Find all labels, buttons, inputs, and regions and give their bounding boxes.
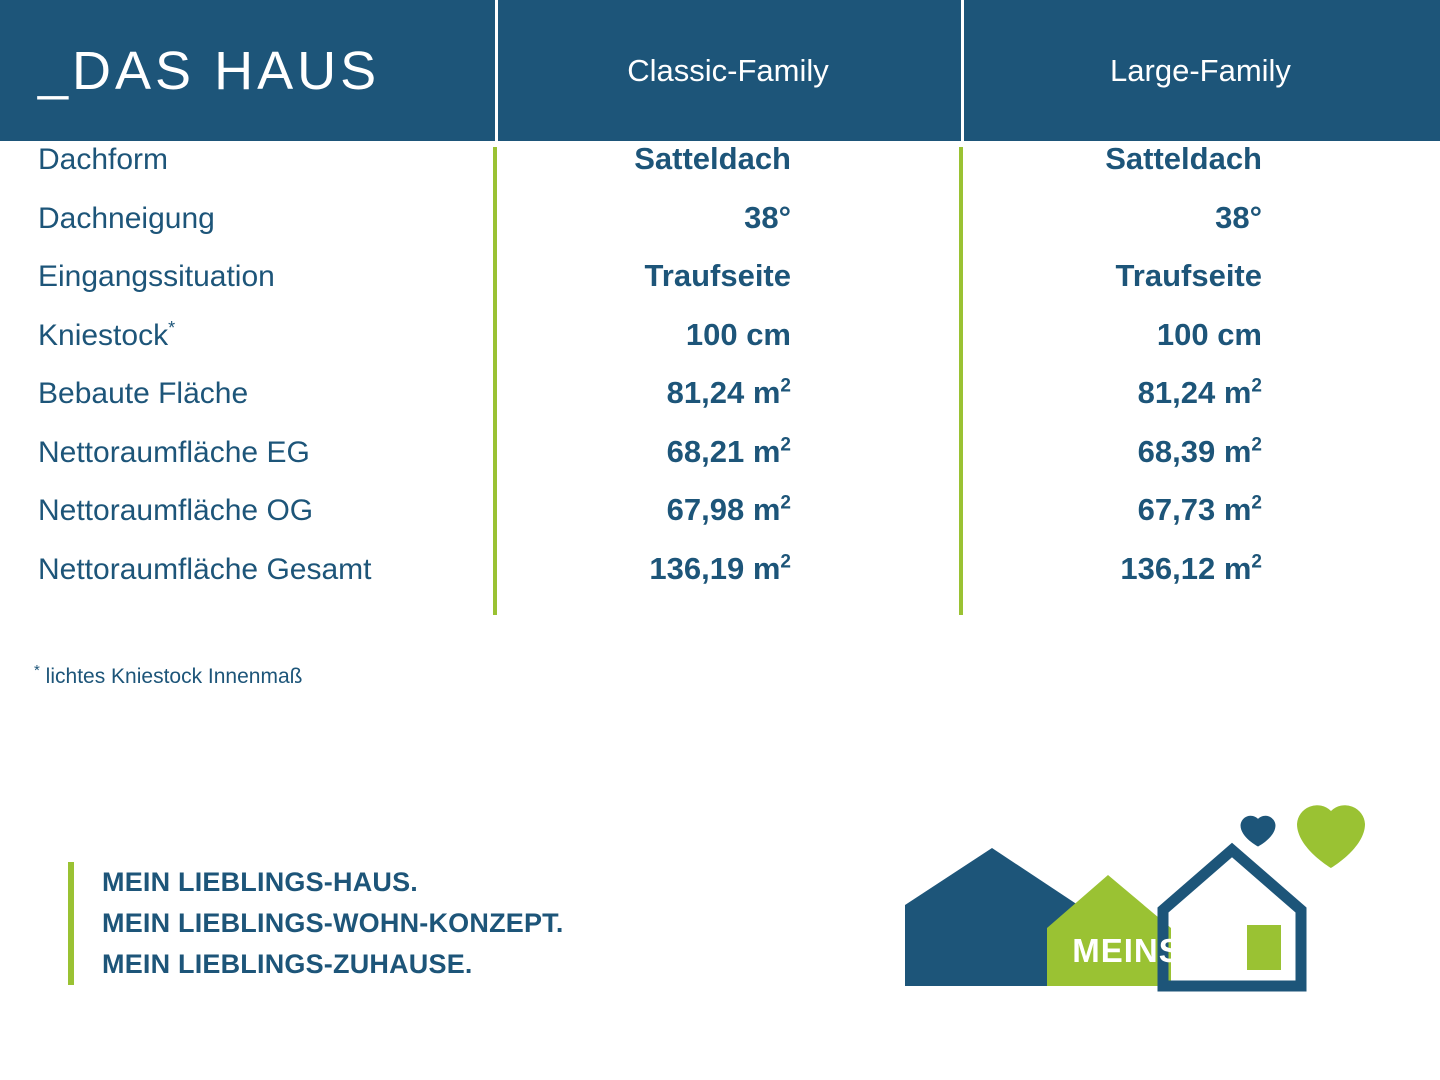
spec-table bbox=[0, 141, 1440, 609]
row-label bbox=[0, 376, 495, 411]
footnote bbox=[34, 662, 302, 689]
logo-wordmark: MEINS bbox=[1072, 932, 1182, 969]
row-value-large bbox=[961, 141, 1440, 177]
row-value-large bbox=[961, 200, 1440, 236]
row-label-sup: * bbox=[168, 317, 176, 338]
row-value-large bbox=[961, 317, 1440, 353]
claim-line-2: MEIN LIEBLINGS-WOHN-KONZEPT. bbox=[102, 908, 564, 938]
table-row bbox=[0, 200, 1440, 259]
row-value-classic bbox=[495, 434, 961, 470]
header-divider-1 bbox=[495, 0, 498, 141]
row-label-text: Nettoraumfläche OG bbox=[38, 494, 314, 527]
row-label-text: Nettoraumfläche Gesamt bbox=[38, 552, 372, 586]
table-row bbox=[0, 317, 1440, 376]
row-value-large bbox=[961, 375, 1440, 411]
row-value-classic-sup: 2 bbox=[780, 551, 791, 573]
row-value-large-sup: 2 bbox=[1251, 492, 1262, 514]
row-label-text: Dachneigung bbox=[38, 201, 215, 235]
row-value-classic bbox=[495, 141, 961, 177]
row-value-large-text: 38° bbox=[1215, 199, 1262, 235]
row-value-classic bbox=[495, 200, 961, 236]
logo-graphic bbox=[895, 800, 1375, 1000]
row-value-large-text: 67,73 m bbox=[1137, 492, 1252, 527]
table-row bbox=[0, 141, 1440, 200]
column-rule-2 bbox=[959, 147, 963, 615]
footnote-text: lichtes Kniestock Innenmaß bbox=[39, 665, 303, 688]
row-value-classic bbox=[495, 317, 961, 353]
row-label bbox=[0, 318, 495, 353]
row-label bbox=[0, 201, 495, 236]
row-value-classic bbox=[495, 375, 961, 411]
row-value-classic bbox=[495, 492, 961, 528]
claim-block bbox=[68, 862, 564, 985]
table-row bbox=[0, 434, 1440, 493]
row-value-classic-text: Satteldach bbox=[634, 141, 791, 176]
heart-green-icon bbox=[1297, 805, 1365, 868]
row-value-classic-sup: 2 bbox=[780, 492, 791, 514]
row-value-large-text: 100 cm bbox=[1156, 316, 1262, 352]
row-value-large-sup: 2 bbox=[1251, 434, 1262, 456]
column-header-large-family: Large-Family bbox=[1110, 52, 1291, 88]
row-value-classic-text: 38° bbox=[744, 199, 791, 235]
table-row bbox=[0, 492, 1440, 551]
claim-line-1: MEIN LIEBLINGS-HAUS. bbox=[102, 867, 419, 897]
row-value-large-text: 136,12 m bbox=[1120, 550, 1252, 586]
row-value-classic-text: 100 cm bbox=[685, 316, 791, 352]
column-header-classic-family: Classic-Family bbox=[627, 52, 829, 88]
meins-logo bbox=[895, 800, 1375, 1000]
footnote-marker: * bbox=[34, 662, 40, 679]
row-value-large-text: 68,39 m bbox=[1137, 433, 1252, 469]
heart-navy-icon bbox=[1241, 816, 1276, 847]
header-band bbox=[0, 0, 1440, 141]
claim-line-3: MEIN LIEBLINGS-ZUHAUSE. bbox=[102, 949, 473, 979]
table-row bbox=[0, 258, 1440, 317]
row-label bbox=[0, 435, 495, 470]
row-label-text: Bebaute Fläche bbox=[38, 377, 249, 410]
row-label bbox=[0, 142, 495, 177]
row-value-large-text: Traufseite bbox=[1115, 258, 1262, 293]
row-value-classic-text: 67,98 m bbox=[666, 492, 781, 527]
row-value-classic-text: 68,21 m bbox=[666, 433, 781, 469]
row-value-large-text: Satteldach bbox=[1105, 141, 1262, 176]
row-value-classic bbox=[495, 258, 961, 294]
row-value-large-sup: 2 bbox=[1251, 551, 1262, 573]
row-value-large bbox=[961, 258, 1440, 294]
row-label bbox=[0, 552, 495, 587]
row-value-classic-text: 81,24 m bbox=[666, 375, 781, 410]
row-label-text: Dachform bbox=[38, 143, 169, 176]
row-value-classic-text: Traufseite bbox=[644, 258, 791, 293]
row-value-classic bbox=[495, 551, 961, 587]
header-divider-2 bbox=[961, 0, 964, 141]
table-row bbox=[0, 375, 1440, 434]
row-label bbox=[0, 493, 495, 528]
page-title: _DAS HAUS bbox=[38, 40, 381, 101]
row-value-large bbox=[961, 434, 1440, 470]
row-label-text: Kniestock bbox=[38, 318, 169, 352]
row-value-large-sup: 2 bbox=[1251, 375, 1262, 397]
row-value-large bbox=[961, 492, 1440, 528]
row-value-classic-sup: 2 bbox=[780, 375, 791, 397]
row-label-text: Eingangssituation bbox=[38, 260, 275, 293]
row-value-classic-sup: 2 bbox=[780, 434, 791, 456]
window-shape bbox=[1247, 925, 1281, 970]
column-rule-1 bbox=[493, 147, 497, 615]
row-value-large-text: 81,24 m bbox=[1137, 375, 1252, 410]
row-value-large bbox=[961, 551, 1440, 587]
row-value-classic-text: 136,19 m bbox=[649, 550, 781, 586]
row-label-text: Nettoraumfläche EG bbox=[38, 435, 310, 469]
table-row bbox=[0, 551, 1440, 610]
row-label bbox=[0, 259, 495, 294]
